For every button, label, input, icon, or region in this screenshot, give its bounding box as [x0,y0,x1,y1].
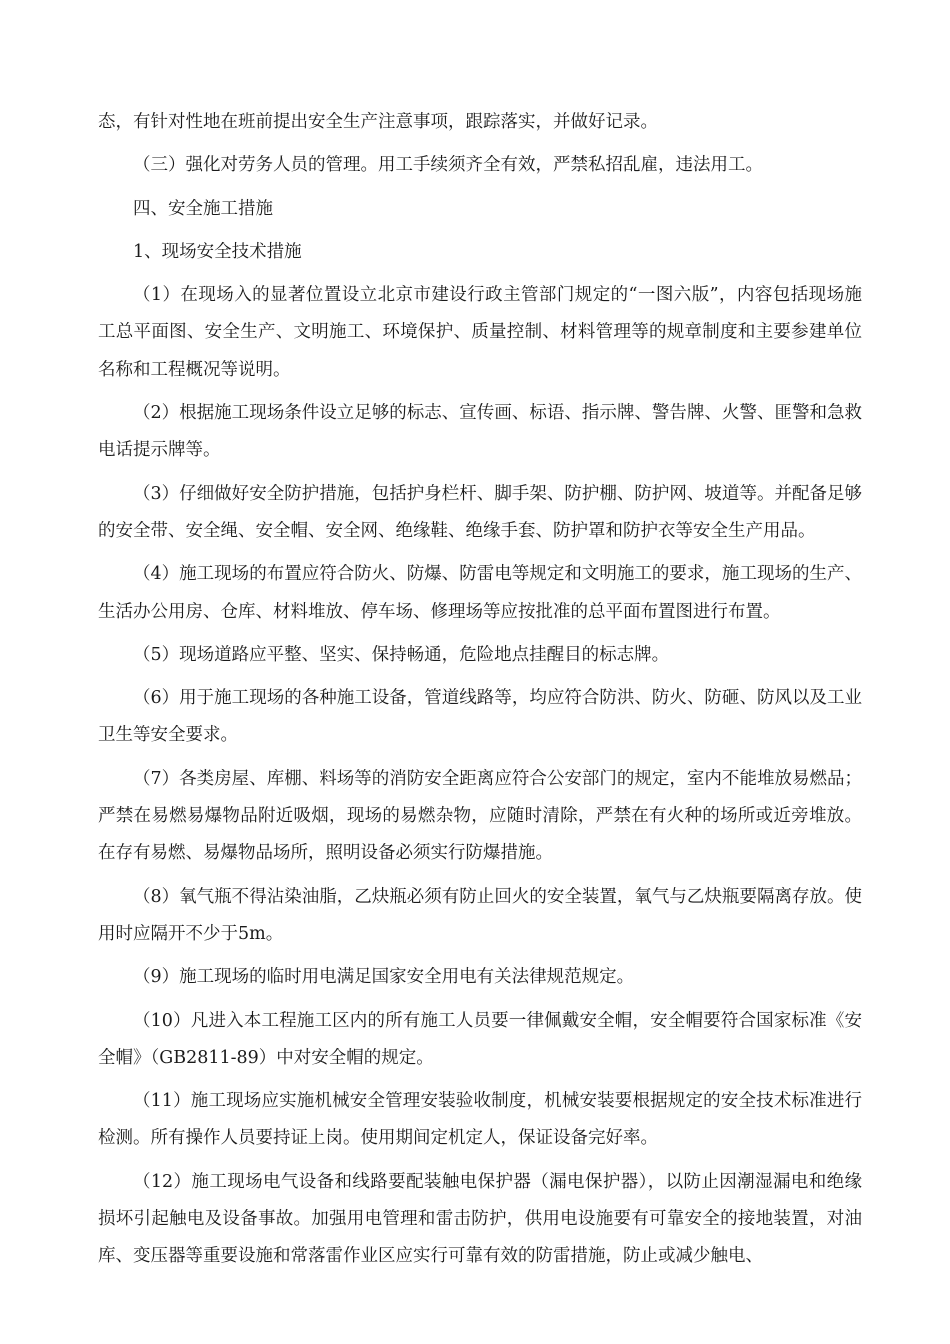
paragraph-item-7: （7）各类房屋、库棚、料场等的消防安全距离应符合公安部门的规定，室内不能堆放易燃品；严禁在易燃易爆物品附近吸烟，现场的易燃杂物，应随时清除，严禁在有火种的场所或近旁堆放。在存有易燃、易爆物品场所，照明设备必须实行防爆措施。 [98,768,862,864]
paragraph-item-1: （1）在现场入的显著位置设立北京市建设行政主管部门规定的“一图六版”，内容包括现场施工总平面图、安全生产、文明施工、环境保护、质量控制、材料管理等的规章制度和主要参建单位名称和工程概况等说明。 [98,285,862,380]
subsection-heading-site-technical-measures: 1、现场安全技术措施 [133,241,302,262]
paragraph-item-11: （11）施工现场应实施机械安全管理安装验收制度，机械安装要根据规定的安全技术标准进行检测。所有操作人员要持证上岗。使用期间定机定人，保证设备完好率。 [98,1091,862,1149]
document-page [98,104,862,1276]
paragraph-labor-management: （三）强化对劳务人员的管理。用工手续须齐全有效，严禁私招乱雇，违法用工。 [133,155,763,176]
paragraph-item-4: （4）施工现场的布置应符合防火、防爆、防雷电等规定和文明施工的要求，施工现场的生产、生活办公用房、仓库、材料堆放、停车场、修理场等应按批准的总平面布置图进行布置。 [98,564,862,622]
paragraph-item-6: （6）用于施工现场的各种施工设备，管道线路等，均应符合防洪、防火、防砸、防风以及工业卫生等安全要求。 [98,688,862,746]
paragraph-item-9: （9）施工现场的临时用电满足国家安全用电有关法律规范规定。 [133,967,635,988]
paragraph-item-12: （12）施工现场电气设备和线路要配装触电保护器（漏电保护器），以防止因潮湿漏电和绝缘损坏引起触电及设备事故。加强用电管理和雷击防护，供用电设施要有可靠安全的接地装置，对油库、变压器等重要设施和常落雷作业区应实行可靠有效的防雷措施，防止或减少触电、 [98,1171,862,1267]
paragraph-item-2: （2）根据施工现场条件设立足够的标志、宣传画、标语、指示牌、警告牌、火警、匪警和急救电话提示牌等。 [98,403,862,461]
paragraph-item-8: （8）氧气瓶不得沾染油脂，乙炔瓶必须有防止回火的安全装置，氧气与乙炔瓶要隔离存放。使用时应隔开不少于5m。 [98,886,862,944]
paragraph-item-10: （10）凡进入本工程施工区内的所有施工人员要一律佩戴安全帽，安全帽要符合国家标准《安全帽》（GB2811-89）中对安全帽的规定。 [98,1010,862,1068]
paragraph-item-5: （5）现场道路应平整、坚实、保持畅通，危险地点挂醒目的标志牌。 [133,644,670,665]
paragraph-item-3: （3）仔细做好安全防护措施，包括护身栏杆、脚手架、防护棚、防护网、坡道等。并配备足够的安全带、安全绳、安全帽、安全网、绝缘鞋、绝缘手套、防护罩和防护衣等安全生产用品。 [98,483,862,541]
paragraph-continuation: 态，有针对性地在班前提出安全生产注意事项，跟踪落实，并做好记录。 [98,112,658,132]
section-heading-safety-measures: 四、安全施工措施 [133,198,273,219]
